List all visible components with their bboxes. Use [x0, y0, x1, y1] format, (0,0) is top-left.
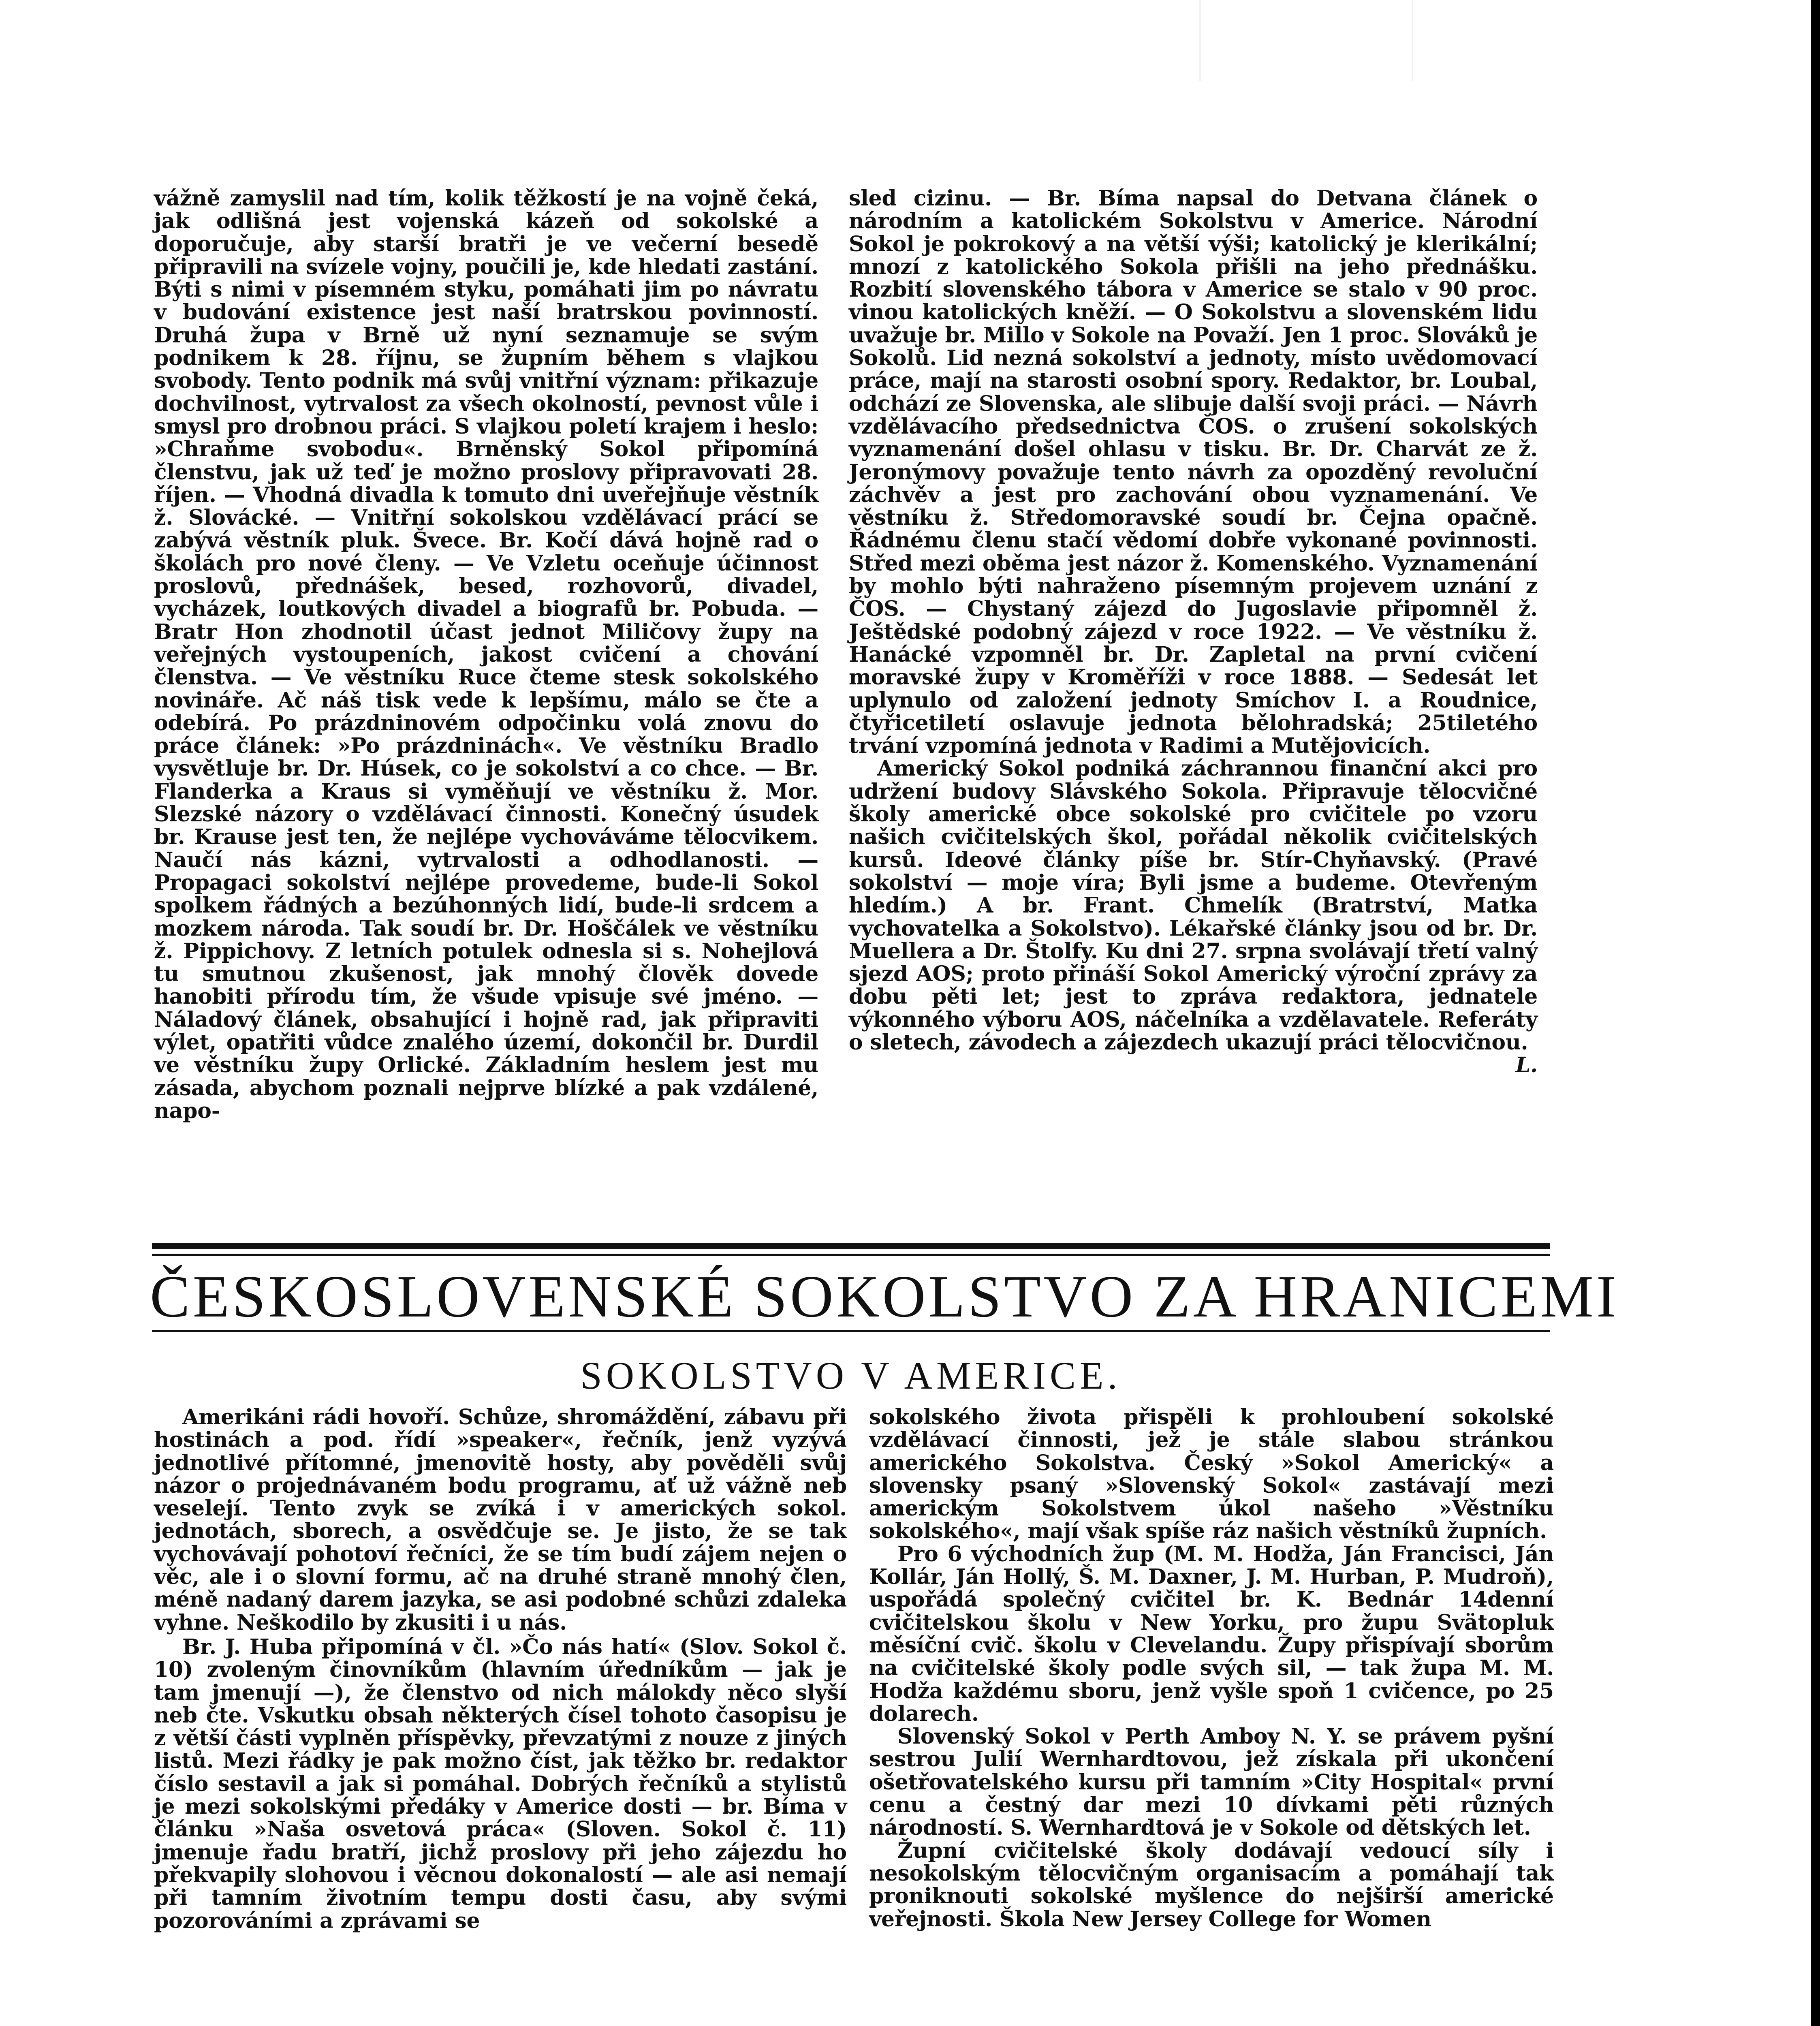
paragraph: Slovenský Sokol v Perth Amboy N. Y. se právem pyšní sestrou Julií Wernhardtovou, jež získala při ukončení ošetřovatelského kursu při tamním »City Hospital« první cenu a čestný dar mezi 10 dívkami pěti různých národností. S. Wernhardtová je v Sokole od dětských let.	[869, 1724, 1554, 1840]
top-left-column	[154, 187, 818, 1122]
paragraph: sokolského života přispěli k prohloubení sokolské vzdělávací činnosti, jež je stále slabou stránkou amerického Sokolstva. Český »Sokol Americký« a slovensky psaný »Slovenský Sokol« zastávají mezi americkým Sokolstvem úkol našeho »Věstníku sokolského«, mají však spíše ráz našich věstníků župních.	[869, 1405, 1554, 1544]
heading-rule-thick	[152, 1243, 1550, 1249]
heading-rule-thin	[152, 1254, 1550, 1256]
paragraph: Br. J. Huba připomíná v čl. »Čo nás hatí« (Slov. Sokol č. 10) zvoleným činovníkům (hlavním úředníkům — jak je tam jmenují —), že členstvo od nich málokdy něco slyší neb čte. Vskutku obsah některých čísel tohoto časopisu je z větší části vyplněn příspěvky, převzatými z nouze z jiných listů. Mezi řádky je pak možno číst, jak těžko br. redaktor číslo sestavil a jak si pomáhal. Dobrých řečníků a stylistů je mezi sokolskými předáky v Americe dosti — br. Bíma v článku »Naša osvetová práca« (Sloven. Sokol č. 11) jmenuje řadu bratří, jichž proslovy při jeho zájezdu ho překvapily slohovou i věcnou dokonalostí — ale asi nemají při tamním životním tempu dosti času, aby svými pozorováními a zprávami se	[154, 1634, 847, 1933]
top-right-column	[849, 187, 1538, 1077]
scan-artifact	[1199, 0, 1413, 81]
paragraph: Župní cvičitelské školy dodávají vedoucí síly i nesokolským tělocvičným organisacím a pomáhají tak proniknouti sokolské myšlence do nejširší americké veřejnosti. Škola New Jersey College for Women	[869, 1838, 1554, 1932]
section-heading: ČESKOSLOVENSKÉ SOKOLSTVO ZA HRANICEMI	[150, 1263, 1619, 1330]
paragraph: Americký Sokol podniká záchrannou finanční akci pro udržení budovy Slávského Sokola. Připravuje tělocvičné školy americké obce sokolské pro cvičitele po vzoru našich cvičitelských škol, pořádal několik cvičitelských kursů. Ideové články píše br. Stír-Chyňavský. (Pravé sokolství — moje víra; Byli jsme a budeme. Otevřeným hledím.) A br. Frant. Chmelík (Bratrství, Matka vychovatelka a Sokolstvo). Lékařské články jsou od br. Dr. Muellera a Dr. Štolfy. Ku dni 27. srpna svolávají třetí valný sjezd AOS; proto přináší Sokol Americký výroční zprávy za dobu pěti let; jest to zpráva redaktora, jednatele výkonného výboru AOS, náčelníka a vzdělavatele. Referáty o sletech, závodech a zájezdech ukazují práci tělocvičnou.	[849, 756, 1538, 1055]
paragraph: vážně zamyslil nad tím, kolik těžkostí je na vojně čeká, jak odlišná jest vojenská kázeň od sokolské a doporučuje, aby starší bratři je ve večerní besedě připravili na svízele vojny, poučili je, kde hledati zastání. Býti s nimi v písemném styku, pomáhati jim po návratu v budování existence jest naší bratrskou povinností. Druhá župa v Brně už nyní seznamuje se svým podnikem k 28. říjnu, se župním během s vlajkou svobody. Tento podnik má svůj vnitřní význam: přikazuje dochvilnost, vytrvalost za všech okolností, pevnost vůle i smysl pro drobnou práci. S vlajkou poletí krajem i heslo: »Chraňme svobodu«. Brněnský Sokol připomíná členstvu, jak už teď je možno proslovy připravovati 28. říjen. — Vhodná divadla k tomuto dni uveřejňuje věstník ž. Slovácké. — Vnitřní sokolskou vzdělávací prácí se zabývá věstník pluk. Švece. Br. Kočí dává hojně rad o školách pro nové členy. — Ve Vzletu oceňuje účinnost proslovů, přednášek, besed, rozhovorů, divadel, vycházek, loutkových divadel a biografů br. Pobuda. — Bratr Hon zhodnotil účast jednot Miličovy župy na veřejných vystoupeních, jakost cvičení a chování členstva. — Ve věstníku Ruce čteme stesk sokolského novináře. Ač náš tisk vede k lepšímu, málo se čte a odebírá. Po prázdninovém odpočinku volá znovu do práce článek: »Po prázdninách«. Ve věstníku Bradlo vysvětluje br. Dr. Húsek, co je sokolství a co chce. — Br. Flanderka a Kraus si vyměňují ve věstníku ž. Mor. Slezské názory o vzdělávací činnosti. Konečný úsudek br. Krause jest ten, že nejlépe vychováváme tělocvikem. Naučí nás kázni, vytrvalosti a odhodlanosti. — Propagaci sokolství nejlépe provedeme, bude-li Sokol spolkem řádných a bezúhonných lidí, bude-li srdcem a mozkem národa. Tak soudí br. Dr. Hoščálek ve věstníku ž. Pippichovy. Z letních potulek odnesla si s. Nohejlová tu smutnou zkušenost, jak mnohý člověk dovede hanobiti přírodu tím, že všude vpisuje své jméno. — Náladový článek, obsahující i hojně rad, jak připraviti výlet, opatřiti vůdce znalého území, dokončil br. Durdil ve věstníku župy Orlické. Základním heslem jest mu zásada, abychom poznali nejprve blízké a pak vzdálené, napo-	[154, 186, 818, 1123]
bottom-right-column	[869, 1406, 1554, 1931]
paragraph: Pro 6 východních žup (M. M. Hodža, Ján Francisci, Ján Kollár, Ján Hollý, Š. M. Daxner, J. M. Hurban, P. Mudroň), uspořádá společný cvičitel br. K. Bednár 14denní cvičitelskou školu v New Yorku, pro župu Svätopluk měsíční cvič. školu v Clevelandu. Župy přispívají sborům na cvičitelské školy podle svých sil, — tak župa M. M. Hodža každému sboru, jenž vyšle spoň 1 cvičence, po 25 dolarech.	[869, 1541, 1554, 1726]
signature: L.	[1515, 1053, 1538, 1078]
article-title: SOKOLSTVO V AMERICE.	[580, 1354, 1121, 1397]
paragraph: Amerikáni rádi hovoří. Schůze, shromáždění, zábavu při hostinách a pod. řídí »speaker«, řečník, jenž vyzývá jednotlivé přítomné, jmenovitě hosty, aby pověděli svůj názor o projednávaném bodu programu, ať už vážně neb veselejí. Tento zvyk se zvíká i v amerických sokol. jednotách, sborech, a osvědčuje se. Je jisto, že se tak vychovávají pohotoví řečníci, že se tím budí zájem nejen o věc, ale i o slovní formu, ač na druhé straně mnohý člen, méně nadaný darem jazyka, se asi podobné schůzi zdaleka vyhne. Neškodilo by zkusiti i u nás.	[154, 1405, 847, 1635]
bottom-left-column	[154, 1406, 847, 1932]
paragraph: sled cizinu. — Br. Bíma napsal do Detvana článek o národním a katolickém Sokolstvu v Americe. Národní Sokol je pokrokový a na větší výši; katolický je klerikální; mnozí z katolického Sokola přišli na jeho přednášku. Rozbití slovenského tábora v Americe se stalo v 90 proc. vinou katolických kněží. — O Sokolstvu a slovenském lidu uvažuje br. Millo v Sokole na Považí. Jen 1 proc. Slováků je Sokolů. Lid nezná sokolství a jednoty, místo uvědomovací práce, mají na starosti osobní spory. Redaktor, br. Loubal, odchází ze Slovenska, ale slibuje další svoji práci. — Návrh vzdělávacího předsednictva ČOS. o zrušení sokolských vyznamenání došel ohlasu v tisku. Br. Dr. Charvát ze ž. Jeronýmovy považuje tento návrh za opozděný revoluční záchvěv a jest pro zachování obou vyznamenání. Ve věstníku ž. Středomoravské soudí br. Čejna opačně. Řádnému členu stačí vědomí dobře vykonané povinnosti. Střed mezi oběma jest názor ž. Komenského. Vyznamenání by mohlo býti nahraženo písemným projevem uznání z ČOS. — Chystaný zájezd do Jugoslavie připomněl ž. Ještědské podobný zájezd v roce 1922. — Ve věstníku ž. Hanácké vzpomněl br. Dr. Zapletal na první cvičení moravské župy v Kroměříži v roce 1888. — Sedesát let uplynulo od založení jednoty Smíchov I. a Roudnice, čtyřicetiletí oslavuje jednota bělohradská; 25tiletého trvání vzpomíná jednota v Radimi a Mutějovicích.	[849, 186, 1538, 759]
heading-rule-bottom	[152, 1330, 1550, 1332]
